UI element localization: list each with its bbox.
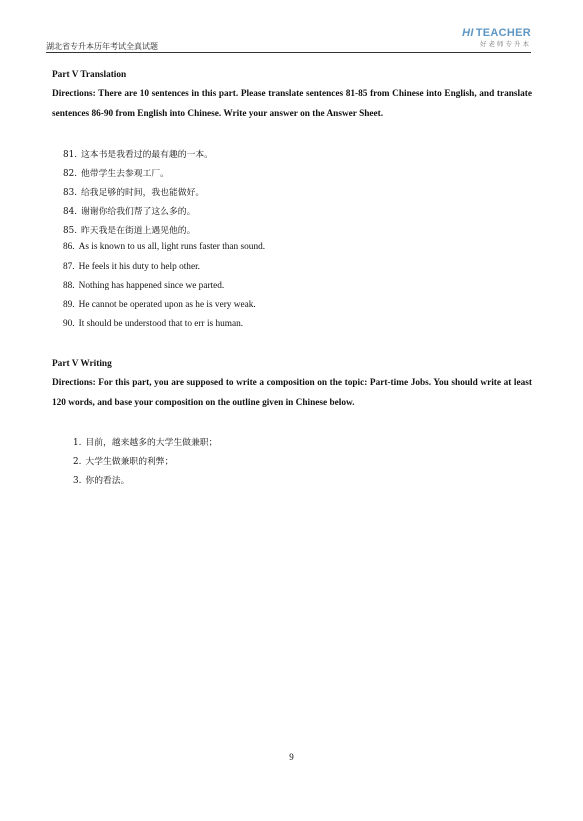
item-number: 86.: [63, 242, 75, 252]
list-item: [73, 473, 129, 486]
list-item: [63, 281, 224, 291]
list-item: [63, 242, 265, 252]
item-text: It should be understood that to err is human.: [78, 319, 244, 329]
header-rule: [46, 52, 531, 53]
item-number: 83.: [63, 188, 77, 198]
item-number: 1.: [73, 438, 82, 448]
logo-subtitle: 好老师专升本: [480, 40, 531, 48]
item-text: 目前，越来越多的大学生做兼职；: [85, 438, 218, 448]
list-item: [73, 454, 173, 467]
list-item: [63, 223, 195, 236]
list-item: [73, 435, 217, 448]
item-number: 3.: [73, 476, 82, 486]
item-number: 81.: [63, 150, 77, 160]
item-text: 给我足够的时间，我也能做好。: [81, 188, 205, 198]
item-text: Nothing has happened since we parted.: [78, 281, 225, 291]
logo-text: TEACHER: [475, 27, 531, 39]
item-number: 88.: [63, 281, 75, 291]
item-text: 他带学生去参观工厂。: [81, 169, 169, 179]
list-item: [63, 147, 213, 160]
logo-mark: HI: [462, 27, 474, 39]
list-item: [63, 262, 200, 272]
list-item: [63, 204, 195, 217]
logo: [451, 27, 531, 49]
list-item: [63, 319, 243, 329]
item-number: 82.: [63, 169, 77, 179]
item-number: 2.: [73, 457, 82, 467]
item-text: He cannot be operated upon as he is very weak.: [78, 300, 256, 310]
item-text: 你的看法。: [85, 476, 130, 486]
item-number: 89.: [63, 300, 75, 310]
header-title: 湖北省专升本历年考试全真试题: [46, 42, 158, 51]
writing-heading: Part V Writing: [52, 359, 112, 369]
writing-directions: Directions: For this part, you are supposed to write a composition on the topic: Part-time Jobs. You should write at least 120 words, and base your composition on the outline given in Chinese below.: [52, 378, 532, 408]
item-number: 87.: [63, 262, 75, 272]
item-text: As is known to us all, light runs faster than sound.: [78, 242, 266, 252]
item-number: 90.: [63, 319, 75, 329]
list-item: [63, 300, 256, 310]
page-number: 9: [289, 752, 294, 762]
item-number: 85.: [63, 226, 77, 236]
list-item: [63, 185, 204, 198]
item-text: 谢谢你给我们帮了这么多的。: [81, 207, 196, 217]
translation-heading: Part V Translation: [52, 70, 127, 80]
item-text: 这本书是我看过的最有趣的一本。: [81, 150, 213, 160]
item-number: 84.: [63, 207, 77, 217]
logo-wordmark: [451, 27, 531, 39]
item-text: 昨天我是在街道上遇见他的。: [81, 226, 196, 236]
list-item: [63, 166, 169, 179]
item-text: 大学生做兼职的利弊；: [85, 457, 174, 467]
translation-directions: Directions: There are 10 sentences in this part. Please translate sentences 81-85 from Chinese into English, and translate sentences 86-90 from English into Chinese. Write your answer on the Answer Sheet.: [52, 89, 532, 119]
item-text: He feels it his duty to help other.: [78, 262, 200, 272]
